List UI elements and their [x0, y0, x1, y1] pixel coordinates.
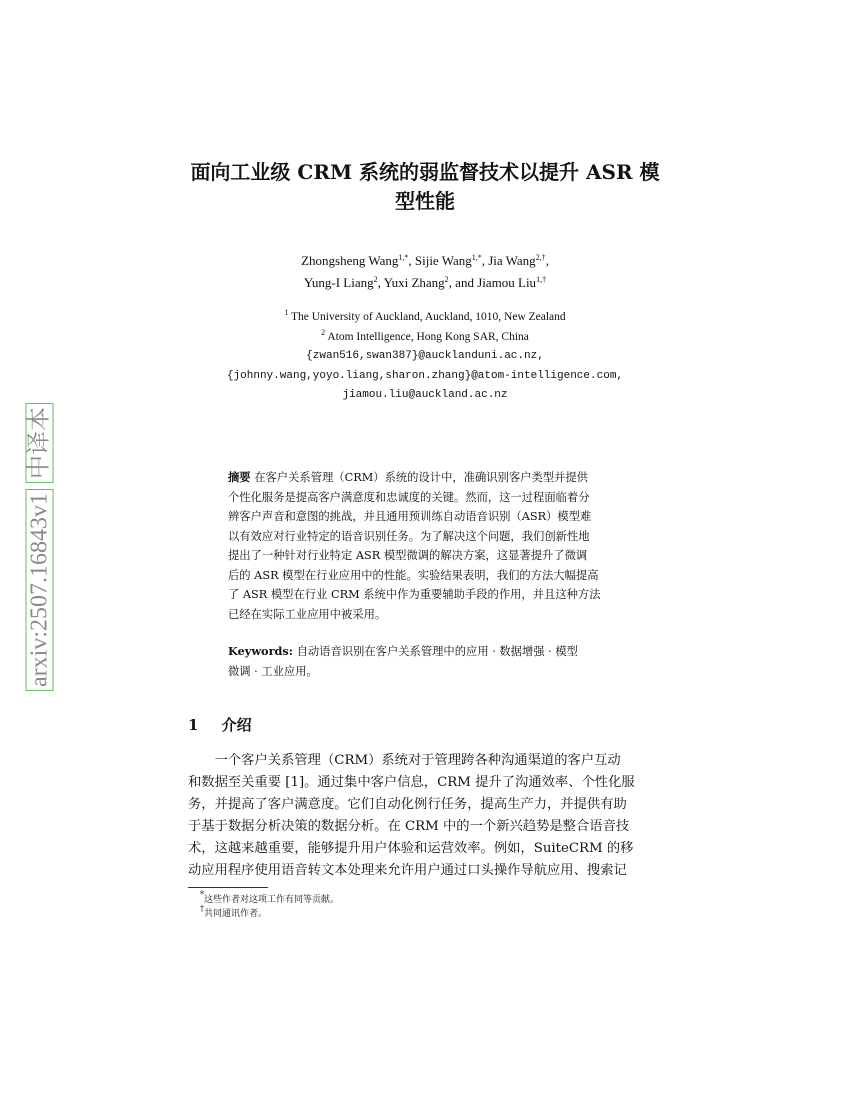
keywords	[228, 642, 630, 681]
body-line: 动应用程序使用语音转文本处理来允许用户通过口头操作导航应用、搜索记	[188, 863, 627, 878]
section-heading	[188, 714, 252, 735]
keywords-label: Keywords:	[228, 644, 293, 658]
abstract-line: 个性化服务是提高客户满意度和忠诚度的关键。然而，这一过程面临着分	[228, 490, 590, 504]
body-line: 于基于数据分析决策的数据分析。在 CRM 中的一个新兴趋势是整合语音技	[188, 819, 630, 834]
abstract-label: 摘要	[228, 470, 251, 484]
author-affil-mark: 2,†	[535, 253, 546, 262]
author-affil-mark: 2	[373, 275, 378, 284]
affiliations	[0, 308, 850, 406]
author-name: Yuxi Zhang	[383, 275, 445, 290]
abstract-line: 提出了一种针对行业特定 ASR 模型微调的解决方案，这显著提升了微调	[228, 549, 588, 562]
author-name: Yung-I Liang	[303, 275, 374, 290]
body-line: 一个客户关系管理（CRM）系统对于管理跨各种沟通渠道的客户互动	[188, 753, 621, 768]
paper-title	[0, 158, 850, 216]
translation-badge: 中译本	[26, 403, 54, 483]
abstract	[228, 468, 630, 624]
author-name: Jia Wang	[488, 253, 536, 268]
footnote-rule	[188, 887, 268, 888]
author-affil-mark: 1,†	[536, 275, 547, 284]
author-name: Zhongsheng Wang	[301, 253, 399, 268]
footnotes	[200, 890, 340, 921]
abstract-line: 辨客户声音和意图的挑战，并且通用预训练自动语音识别（ASR）模型难	[228, 510, 592, 523]
body-line: 和数据至关重要 [1]。通过集中客户信息，CRM 提升了沟通效率、个性化服	[188, 775, 635, 790]
abstract-line: 了 ASR 模型在行业 CRM 系统中作为重要辅助手段的作用，并且这种方法	[228, 588, 601, 601]
author-affil-mark: 1,*	[398, 253, 409, 262]
author-name: Jiamou Liu	[477, 275, 537, 290]
author-name: Sijie Wang	[414, 253, 472, 268]
author-affil-mark: 1,*	[471, 253, 482, 262]
email-line-2: {johnny.wang,yoyo.liang,sharon.zhang}@atom-intelligence.com,	[226, 369, 624, 382]
abstract-line: 摘要 在客户关系管理（CRM）系统的设计中，准确识别客户类型并提供	[228, 470, 588, 484]
footnote-2: †共同通讯作者。	[200, 904, 268, 919]
author-affil-mark: 2	[444, 275, 449, 284]
keywords-text: 自动语音识别在客户关系管理中的应用 · 数据增强 · 模型	[296, 645, 578, 658]
author-conjunction: and	[455, 275, 474, 290]
abstract-line: 后的 ASR 模型在行业应用中的性能。实验结果表明，我们的方法大幅提高	[228, 568, 599, 582]
email-line-3: jiamou.liu@auckland.ac.nz	[342, 389, 508, 401]
title-line-2: 型性能	[395, 189, 455, 213]
section-number: 1	[188, 716, 199, 734]
affiliation-2: $^2$ Atom Intelligence, Hong Kong SAR, China	[321, 327, 529, 343]
body-line: 务，并提高了客户满意度。它们自动化例行任务，提高生产力，并提供有助	[188, 797, 627, 812]
author-list	[0, 250, 850, 294]
footnote-1: *这些作者对这项工作有同等贡献。	[200, 890, 340, 905]
keywords-text: 微调 · 工业应用。	[228, 664, 318, 678]
abstract-line: 已经在实际工业应用中被采用。	[228, 607, 387, 621]
title-line-1: 面向工业级 CRM 系统的弱监督技术以提升 ASR 模	[190, 160, 660, 184]
arxiv-stamp	[18, 392, 54, 702]
affiliation-1: $^1$ The University of Auckland, Auckland, 1010, New Zealand	[284, 308, 566, 323]
authors-line-2: Yung-I Liang$^2$, Yuxi Zhang$^2$, and Jiamou Liu$^{1,\dagger}$	[303, 275, 547, 290]
section-title: 介绍	[221, 716, 252, 734]
intro-paragraph	[188, 750, 668, 882]
authors-line-1: Zhongsheng Wang$^{1,*}$, Sijie Wang$^{1,*}$, Jia Wang$^{2,\dagger}$,	[301, 253, 549, 268]
arxiv-id[interactable]: arxiv:2507.16843v1	[26, 489, 54, 691]
body-line: 术，这越来越重要，能够提升用户体验和运营效率。例如，SuiteCRM 的移	[188, 841, 634, 856]
email-line-1: {zwan516,swan387}@aucklanduni.ac.nz,	[306, 350, 544, 362]
abstract-line: 以有效应对行业特定的语音识别任务。为了解决这个问题，我们创新性地	[228, 529, 590, 543]
